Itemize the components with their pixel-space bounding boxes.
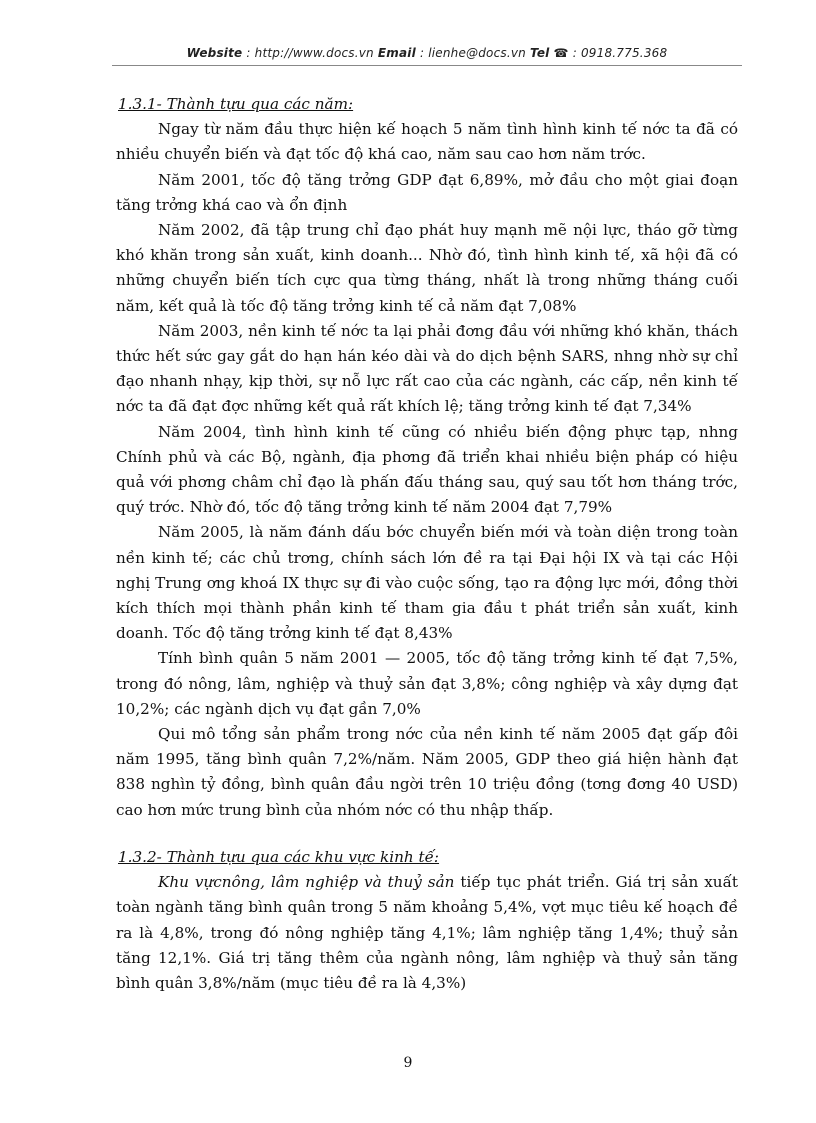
section-title-2: 1.3.2- Thành tựu qua các khu vực kinh tế: — [118, 847, 440, 866]
phone-icon: ☎ — [553, 46, 569, 60]
website-label: Website — [186, 46, 243, 60]
paragraph: Năm 2001, tốc độ tăng trởng GDP đạt 6,89%, mở đầu cho một giai đoạn tăng trởng khá cao và ổn định — [116, 170, 738, 214]
paragraph: Năm 2005, là năm đánh dấu bớc chuyển biến mới và toàn diện trong toàn nền kinh tế; các chủ trơng, chính sách lớn đề ra tại Đại hội IX và tại các Hội nghị Trung ơng khoá IX thực sự đi vào cuộc sống, tạo ra động lực mới, đồng thời kích thích mọi thành phần kinh tế tham gia đầu t phát triển sản xuất, kinh doanh. Tốc độ tăng trởng kinh tế đạt 8,43% — [116, 523, 738, 643]
paragraph: Ngay từ năm đầu thực hiện kế hoạch 5 năm tình hình kinh tế nớc ta đã có nhiều chuyển biến và đạt tốc độ khá cao, năm sau cao hơn năm trớc. — [116, 120, 738, 164]
document-body — [116, 92, 738, 996]
paragraph-text: tiếp tục phát triển. Giá trị sản xuất toàn ngành tăng bình quân trong 5 năm khoảng 5,4%, vợt mục tiêu kế hoạch đề ra là 4,8%, trong đó nông nghiệp tăng 4,1%; lâm nghiệp tăng 1,4%; thuỷ sản tăng 12,1%. Giá trị tăng thêm của ngành nông, lâm nghiệp và thuỷ sản tăng bình quân 3,8%/năm (mục tiêu đề ra là 4,3%) — [116, 873, 738, 992]
paragraph — [116, 870, 738, 996]
email-label: Email — [377, 46, 416, 60]
header-divider — [112, 65, 742, 66]
paragraph: Năm 2004, tình hình kinh tế cũng có nhiều biến động phực tạp, nhng Chính phủ và các Bộ, ngành, địa phơng đã triển khai nhiều biện pháp có hiệu quả với phơng châm chỉ đạo là phấn đấu tháng sau, quý sau tốt hơn tháng trớc, quý trớc. Nhờ đó, tốc độ tăng trởng kinh tế năm 2004 đạt 7,79% — [116, 422, 738, 517]
page-number: 9 — [403, 1055, 413, 1071]
paragraph: Qui mô tổng sản phẩm trong nớc của nền kinh tế năm 2005 đạt gấp đôi năm 1995, tăng bình quân 7,2%/năm. Năm 2005, GDP theo giá hiện hành đạt 838 nghìn tỷ đồng, bình quân đầu ngời trên 10 triệu đồng (tơng đơng 40 USD) cao hơn mức trung bình của nhóm nớc có thu nhập thấp. — [116, 725, 738, 819]
website-value: : http://www.docs.vn — [246, 46, 374, 60]
page-header — [112, 46, 742, 60]
section-title-1: 1.3.1- Thành tựu qua các năm: — [118, 95, 354, 113]
paragraph: Năm 2003, nền kinh tế nớc ta lại phải đơng đầu với những khó khăn, thách thức hết sức gay gắt do hạn hán kéo dài và do dịch bệnh SARS, nhng nhờ sự chỉ đạo nhanh nhạy, kịp thời, sự nỗ lực rất cao của các ngành, các cấp, nền kinh tế nớc ta đã đạt đợc những kết quả rất khích lệ; tăng trởng kinh tế đạt 7,34% — [116, 321, 738, 416]
tel-label: Tel — [530, 46, 550, 60]
tel-value: : 0918.775.368 — [572, 46, 668, 60]
email-value: : lienhe@docs.vn — [419, 46, 526, 60]
paragraph-lead: Khu vựcnông, lâm nghiệp và thuỷ sản — [158, 873, 455, 892]
paragraph: Tính bình quân 5 năm 2001 — 2005, tốc độ tăng trởng kinh tế đạt 7,5%, trong đó nông, lâm, nghiệp và thuỷ sản đạt 3,8%; công nghiệp và xây dựng đạt 10,2%; các ngành dịch vụ đạt gần 7,0% — [116, 649, 738, 718]
paragraph: Năm 2002, đã tập trung chỉ đạo phát huy mạnh mẽ nội lực, tháo gỡ từng khó khăn trong sản xuất, kinh doanh... Nhờ đó, tình hình kinh tế, xã hội đã có những chuyển biến tích cực qua từng tháng, nhất là trong những tháng cuối năm, kết quả là tốc độ tăng trởng kinh tế cả năm đạt 7,08% — [116, 221, 738, 315]
section-gap — [116, 823, 738, 845]
